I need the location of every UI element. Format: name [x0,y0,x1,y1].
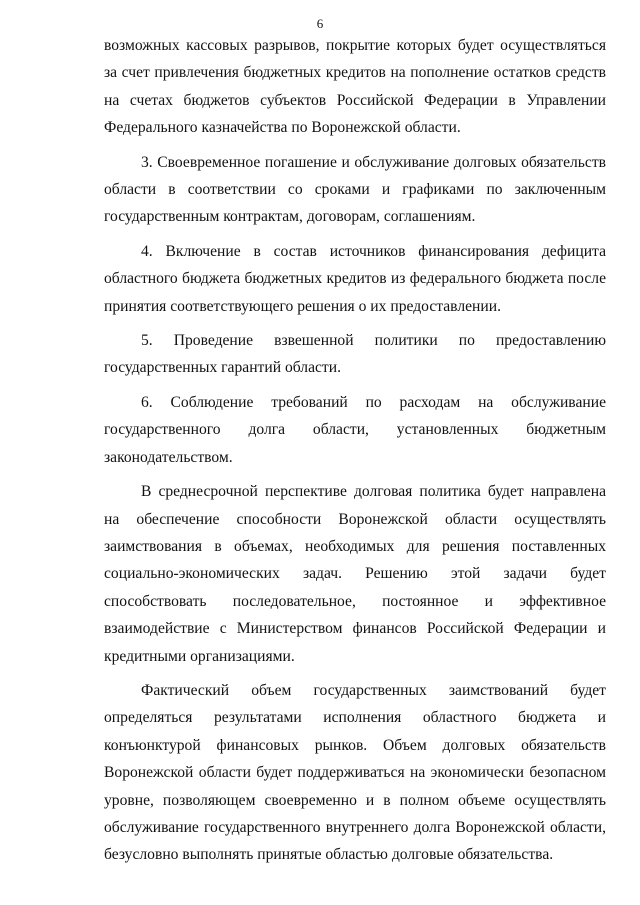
paragraph-item-4: 4. Включение в состав источников финансирования дефицита областного бюджета бюджетных кредитов из федерального бюджета после принятия соответствующего решения о их предоставлении. [104,242,606,315]
paragraph-item-3: 3. Своевременное погашение и обслуживание долговых обязательств области в соответствии со сроками и графиками по заключенным государственным контрактам, договорам, соглашениям. [104,153,606,226]
paragraph-medium-term-policy: В среднесрочной перспективе долговая политика будет направлена на обеспечение способности Воронежской области осуществлять заимствования в объемах, необходимых для решения поставленных социально-экономических задач. Решению этой задачи будет способствовать последовательное, постоянное и эффективное взаимодействие с Министерством финансов Российской Федерации и кредитными организациями. [104,483,606,665]
paragraph-continuation: возможных кассовых разрывов, покрытие которых будет осуществляться за счет привлечения бюджетных кредитов на пополнение остатков средств на счетах бюджетов субъектов Российской Федерации в Управлении Федерального казначейства по Воронежской области. [104,37,606,137]
paragraph-item-5: 5. Проведение взвешенной политики по предоставлению государственных гарантий области. [104,332,606,377]
paragraph-actual-borrowing-volume: Фактический объем государственных заимствований будет определяться результатами исполнения областного бюджета и конъюнктурой финансовых рынков. Объем долговых обязательств Воронежской области будет поддерживаться на экономически безопасном уровне, позволяющем своевременно и в полном объеме осуществлять обслуживание государственного внутреннего долга Воронежской области, безусловно выполнять принятые областью долговые обязательства. [104,681,606,864]
paragraph-item-6: 6. Соблюдение требований по расходам на обслуживание государственного долга области, установленных бюджетным законодательством. [104,393,606,466]
document-body [104,32,606,876]
page-number: 6 [316,16,324,31]
